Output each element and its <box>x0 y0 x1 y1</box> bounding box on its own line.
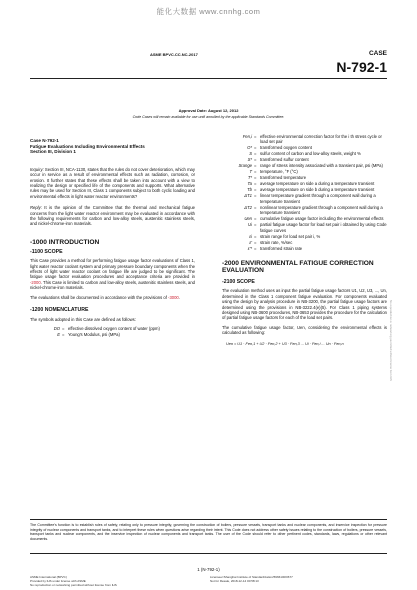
definition-row: T* = transformed temperature <box>247 175 307 181</box>
definition-row: S = sulfur content of carbon and low-alloy steels, weight % <box>249 151 361 157</box>
definition-row: Srange = range of stress intensity associated with a transient pair, psi (MPa) <box>238 163 383 169</box>
definition-row: Ui = partial fatigue usage factor for load set pair i obtained by using Code fatigue curves <box>248 222 387 233</box>
running-header: ASME BPVC.CC.NC-2017 <box>150 52 198 57</box>
page-number: 1 (N-792-1) <box>197 567 220 572</box>
definition-row: ε'* = transformed strain rate <box>247 245 303 251</box>
definition-row: Uen = cumulative fatigue usage factor including the environmental effects <box>244 216 384 222</box>
watermark: 能化大数据 www.cnnhg.com <box>156 7 261 16</box>
approval-date: Approval Date: August 12, 2012 <box>178 108 239 113</box>
definition-row: E = Young's Modulus, psi (MPa) <box>57 331 120 337</box>
case-title: Case N-792-1 <box>30 138 59 143</box>
availability-note: Code Cases will remain available for use until annulled by the applicable Standards Committee. <box>132 115 285 119</box>
case-subject: Fatigue Evaluations Including Environmental Effects <box>30 143 145 149</box>
scope-2100-paragraph-1: The evaluation method uses as input the partial fatigue usage factors U1, U2, U3, ..., Un, determined in the Class 1 component fatigue evaluation. For components evaluated using the design by analysis procedure in NB-3200, the partial fatigue usage factors are determined using the provisions in NB-3222.4(e)(5). For Class 1 piping systems designed using NB-3600 procedures, NB-3653 provides the procedure for the calculation of partial fatigue usage factors for each of the load set pairs. <box>222 288 387 321</box>
case-number: N-792-1 <box>336 59 387 75</box>
definition-row: DO = effective dissolved oxygen content of water (ppm) <box>53 325 160 331</box>
section-2000-heading: -2000 ENVIRONMENTAL FATIGUE CORRECTION EVALUATION <box>222 260 374 275</box>
usage-factor-formula: Uen = U1 · Fen,1 + U2 · Fen,2 + U3 · Fen,3 ... Ui · Fen,i ... Un · Fen,n <box>226 341 344 346</box>
definition-row: ΔT2 = nonlinear temperature gradient through a component wall during a temperature transient <box>244 204 383 216</box>
definition-row: O* = transformed oxygen content <box>247 145 312 151</box>
definition-row: ε' = strain rate, %/sec <box>249 239 293 245</box>
definition-row: Fen,i = effective environmental correction factor for the i th stress cycle or load set pair <box>242 134 382 145</box>
footnote-rule-bottom <box>30 553 387 554</box>
section-2100-heading: -2100 SCOPE <box>222 279 255 286</box>
inquiry-paragraph: Inquiry: Section III, NCA-1130, states that the rules do not cover deterioration, which may occur in service as a result of environmental effects such as radiation, corrosion, or erosion. It further states that these effects shall be taken into account with a view to realizing the design or specified life of the components and supports. What alternative rules may be used for Section III, Class 1 components subject to both cyclic loading and environmental effects in light water reactor environments? <box>30 166 195 199</box>
right-column <box>222 134 387 353</box>
footer-right: Licensee=Shanghai Institute of Standardization/5966100/0677 Not for Resale, 2018-12-14 00:58:13 <box>210 575 293 583</box>
section-1000-heading: -1000 INTRODUCTION <box>30 238 100 246</box>
footnote-rule <box>30 519 387 520</box>
definition-row: ΔT1 = linear temperature gradient through a component wall during a temperature transient <box>244 193 376 204</box>
side-license-text: No reproduction or networking permitted without license from IHS <box>389 300 393 381</box>
definition-row: T = temperature, °F (°C) <box>249 169 298 175</box>
xref-3000[interactable]: -3000 <box>168 294 179 300</box>
committee-footnote: The Committee's function is to establish rules of safety, relating only to pressure integrity, governing the construction of boilers, pressure vessels, transport tanks and nuclear components, and inservice inspection for pressure integrity of nuclear components and transport tanks, and to interpret these rules when questions arise regarding their intent. This Code does not address other safety issues relating to the construction of boilers, pressure vessels, transport tanks and nuclear components, and the inservice inspection of nuclear components and transport tanks. The user of the Code should refer to other pertinent codes, standards, laws, regulations or other relevant documents. <box>30 523 387 541</box>
scope-paragraph-1: This Case provides a method for performing fatigue usage factor evaluations of Class 1, light water reactor coolant system and primary pressure boundary components when the effects of light water reactor coolant on fatigue life are judged to be significant. The fatigue usage factor evaluation procedures and acceptance criteria are provided in -2000. This Case is limited to carbon and low-alloy steels, austenitic stainless steels, and nickel-chrome-iron materials. <box>30 258 195 291</box>
left-column <box>30 138 195 338</box>
definition-row: Ta = average temperature on side a during a temperature transient <box>247 181 375 187</box>
section-1200-heading: -1200 NOMENCLATURE <box>30 307 89 314</box>
case-label: CASE <box>368 50 387 57</box>
scope-2100-paragraph-2: The cumulative fatigue usage factor, Uen, considering the environmental effects is calculated as following: <box>222 324 387 336</box>
footer-left: ASME International (BPVC) Provided by IHS under license with ASME No reproduction or networking permitted without license from IHS <box>30 575 117 587</box>
section-1100-heading: -1100 SCOPE <box>30 248 63 255</box>
definition-row: Tb = average temperature on side b during a temperature transient <box>247 187 375 193</box>
nomenclature-intro: The symbols adopted in this Case are defined as follows: <box>30 316 136 322</box>
header-rule <box>30 78 387 79</box>
xref-2000[interactable]: -2000 <box>30 279 41 285</box>
case-section: Section III, Division 1 <box>30 149 76 155</box>
reply-paragraph: Reply: It is the opinion of the Committee that the thermal and mechanical fatigue concerns from the light water reactor environment may be evaluated in accordance with the following requirements for carbon and low-alloy steels, austenitic stainless steels, and nickel-chrome-iron materials. <box>30 205 195 227</box>
definition-row: εi = strain range for load set pair i, % <box>249 233 321 239</box>
definition-row: S* = transformed sulfur content <box>247 157 309 163</box>
scope-paragraph-2: The evaluations shall be documented in accordance with the provisions of -3000. <box>30 294 180 300</box>
